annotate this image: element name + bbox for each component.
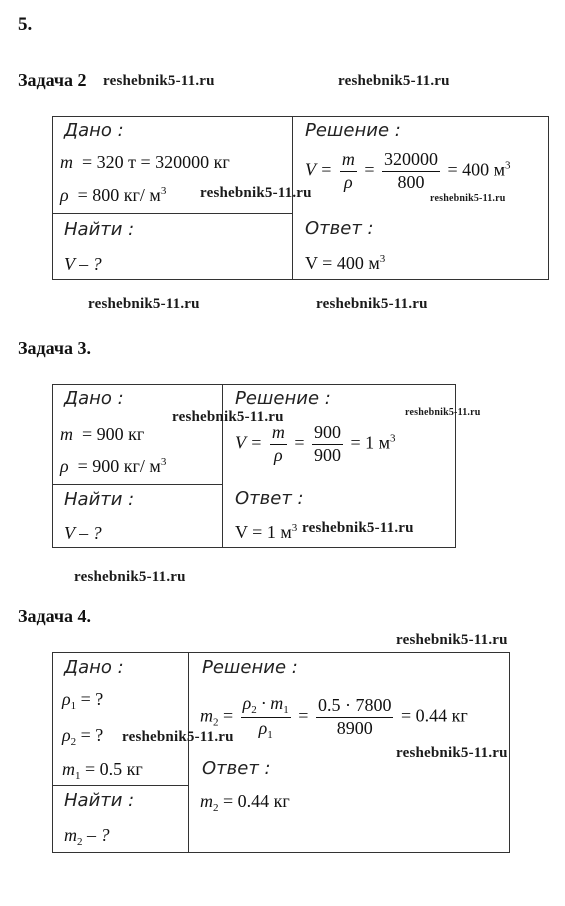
page-number: 5. (18, 14, 33, 35)
task4-divider-h (52, 785, 188, 786)
task2-given-label: Дано : (64, 120, 124, 141)
task4-divider-v (188, 652, 189, 853)
task4-given-rho2: $\rho_2$ = ? (62, 725, 104, 748)
watermark: reshebnik5-11.ru (430, 193, 506, 204)
watermark: reshebnik5-11.ru (302, 520, 414, 536)
task4-given-rho1: $\rho_1$ = ? (62, 689, 104, 712)
task3-find-value: V – ? (64, 523, 102, 543)
watermark: reshebnik5-11.ru (200, 185, 312, 201)
task2-heading: Задача 2 (18, 70, 87, 90)
task4-given-m1: $m_1 = 0.5$ кг (62, 759, 143, 782)
task2-given-mass: m = 320 т = 320000 кг (60, 152, 230, 172)
watermark: reshebnik5-11.ru (316, 296, 428, 312)
task4-solution-label: Решение : (202, 657, 298, 678)
task4-formula: $m_2$ = $\frac{\rho_2 \cdot m_1}{\rho_1}$ = $\frac{0.5 \cdot 7800}{8900}$ = 0.44 кг (200, 693, 468, 742)
task2-answer-label: Ответ : (305, 218, 374, 239)
task3-answer-label: Ответ : (235, 488, 304, 509)
task3-given-mass: m = 900 кг (60, 424, 145, 444)
task3-solution-label: Решение : (235, 388, 331, 409)
task3-given-label: Дано : (64, 388, 124, 409)
task3-given-density: ρ = 900 кг/ $м^3$ (60, 456, 167, 476)
task2-solution-label: Решение : (305, 120, 401, 141)
watermark: reshebnik5-11.ru (74, 569, 186, 585)
watermark: reshebnik5-11.ru (338, 73, 450, 89)
task2-divider-h (52, 213, 292, 214)
task3-find-label: Найти : (64, 489, 135, 510)
task4-answer: $m_2 = 0.44$ кг (200, 791, 290, 814)
task4-given-label: Дано : (64, 657, 124, 678)
task2-find-value: V – ? (64, 254, 102, 274)
watermark: reshebnik5-11.ru (396, 632, 508, 648)
task3-answer: V = 1 $м^3$ (235, 522, 298, 542)
watermark: reshebnik5-11.ru (396, 745, 508, 761)
task2-formula: V = $\frac{m}{\rho}$ = $\frac{320000}{800}$ = 400 $м^3$ (305, 149, 511, 192)
task4-heading: Задача 4. (18, 606, 92, 626)
watermark: reshebnik5-11.ru (172, 409, 284, 425)
watermark: reshebnik5-11.ru (405, 407, 481, 418)
task2-find-label: Найти : (64, 219, 135, 240)
watermark: reshebnik5-11.ru (122, 729, 234, 745)
task3-formula: V = $\frac{m}{\rho}$ = $\frac{900}{900}$ = 1 $м^3$ (235, 422, 396, 465)
task4-find-value: $m_2$ – ? (64, 825, 110, 848)
watermark: reshebnik5-11.ru (103, 73, 215, 89)
task2-answer: V = 400 $м^3$ (305, 253, 386, 273)
task4-answer-label: Ответ : (202, 758, 271, 779)
task2-given-density: ρ = 800 кг/ $м^3$ (60, 185, 167, 205)
task3-heading: Задача 3. (18, 338, 92, 358)
task3-divider-h (52, 484, 222, 485)
task4-find-label: Найти : (64, 790, 135, 811)
watermark: reshebnik5-11.ru (88, 296, 200, 312)
